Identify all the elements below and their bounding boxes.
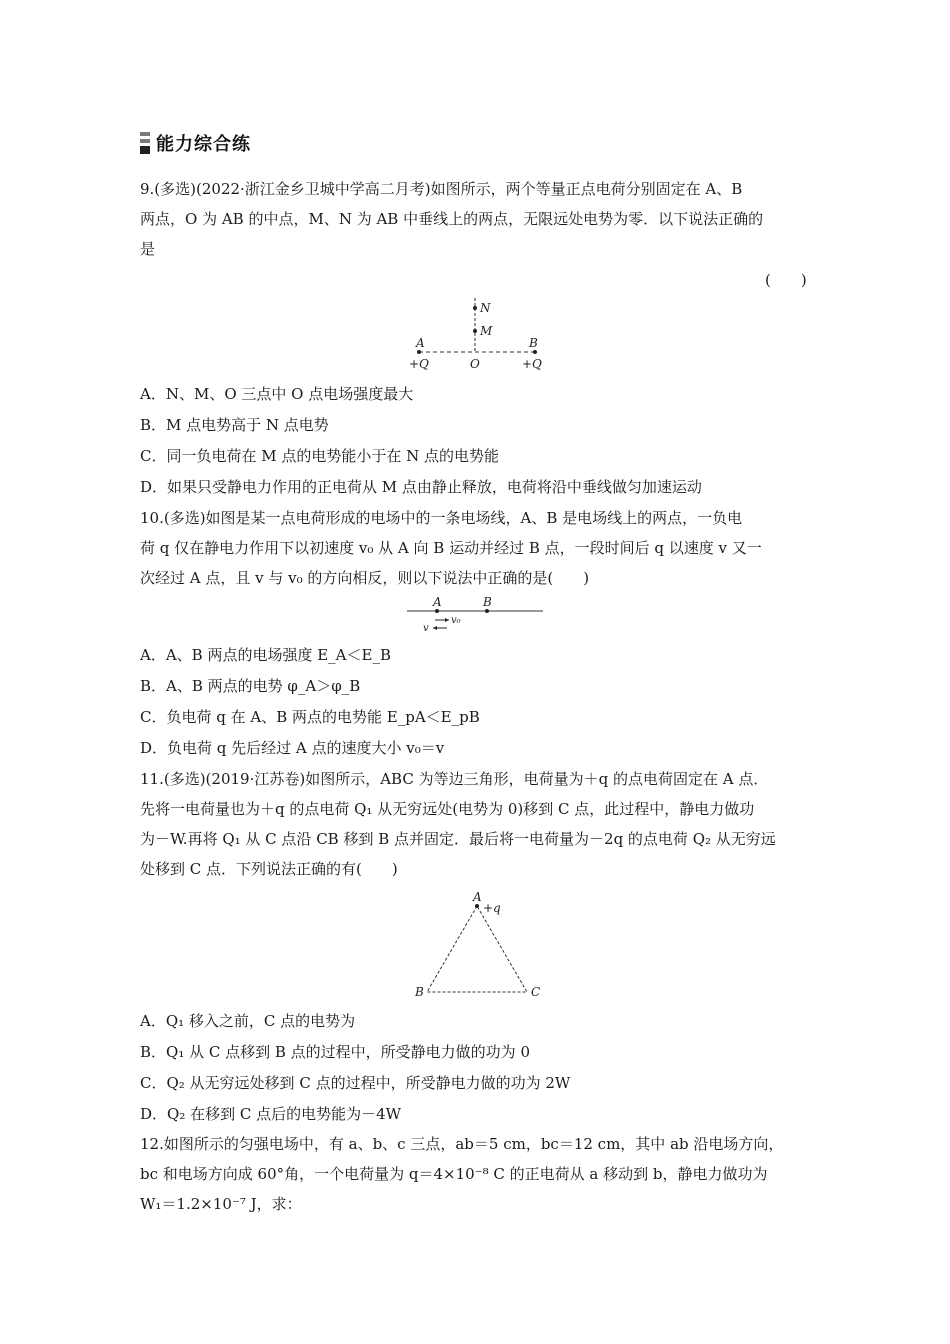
- q10-figure: [405, 594, 545, 636]
- q10-option-b: B．A、B 两点的电势 φ_A＞φ_B: [140, 677, 361, 695]
- q10-point-b: [485, 609, 489, 613]
- q11-text-line-1: 11.(多选)(2019·江苏卷)如图所示，ABC 为等边三角形，电荷量为＋q 的点电荷固定在 A 点．: [140, 770, 769, 788]
- q9-label-b: B: [529, 336, 538, 350]
- q9-option-d: D．如果只受静电力作用的正电荷从 M 点由静止释放，电荷将沿中垂线做匀加速运动: [140, 478, 702, 496]
- q11-figure: [405, 890, 555, 1002]
- q11-label-b: B: [415, 985, 424, 999]
- q10-text-line-1: 10.(多选)如图是某一点电荷形成的电场中的一条电场线，A、B 是电场线上的两点，一负电: [140, 509, 743, 527]
- q11-text-line-3: 为－W.再将 Q₁ 从 C 点沿 CB 移到 B 点并固定．最后将一电荷量为－2q 的点电荷 Q₂ 从无穷远: [140, 830, 776, 848]
- q9-charge-b: +Q: [522, 357, 542, 371]
- q11-option-c: C．Q₂ 从无穷远处移到 C 点的过程中，所受静电力做的功为 2W: [140, 1074, 571, 1092]
- q11-label-c: C: [531, 985, 541, 999]
- q12-text-line-3: W₁＝1.2×10⁻⁷ J，求：: [140, 1195, 302, 1213]
- q9-point-a: [417, 350, 421, 354]
- q9-text-line-1: 9.(多选)(2022·浙江金乡卫城中学高二月考)如图所示，两个等量正点电荷分别固定在 A、B: [140, 180, 743, 198]
- q12-text-line-1: 12.如图所示的匀强电场中，有 a、b、c 三点，ab＝5 cm，bc＝12 cm，其中 ab 沿电场方向，: [140, 1135, 784, 1153]
- section-title: 能力综合练: [156, 134, 251, 155]
- q9-figure: [405, 296, 555, 376]
- q11-label-a: A: [473, 890, 482, 904]
- q12-text-line-2: bc 和电场方向成 60°角，一个电荷量为 q＝4×10⁻⁸ C 的正电荷从 a 移动到 b，静电力做功为: [140, 1165, 768, 1183]
- q10-label-v: v: [423, 623, 429, 634]
- q9-text-line-3: 是: [140, 240, 156, 258]
- q10-point-a: [435, 609, 439, 613]
- q11-triangle: [427, 906, 527, 992]
- q9-answer-paren: ( ): [765, 271, 807, 289]
- q9-label-o: O: [470, 357, 480, 371]
- q10-label-a: A: [433, 595, 442, 609]
- q9-point-m: [473, 329, 477, 333]
- q10-label-v0: v₀: [451, 615, 461, 626]
- q9-option-a: A．N、M、O 三点中 O 点电场强度最大: [140, 385, 414, 403]
- q10-text-line-2: 荷 q 仅在静电力作用下以初速度 v₀ 从 A 向 B 运动并经过 B 点，一段时间后 q 以速度 v 又一: [140, 539, 762, 557]
- q11-text-line-2: 先将一电荷量也为＋q 的点电荷 Q₁ 从无穷远处(电势为 0)移到 C 点，此过程中，静电力做功: [140, 800, 755, 818]
- section-header: [140, 130, 251, 156]
- q9-option-c: C．同一负电荷在 M 点的电势能小于在 N 点的电势能: [140, 447, 500, 465]
- q10-option-c: C．负电荷 q 在 A、B 两点的电势能 E_pA＜E_pB: [140, 708, 480, 726]
- q11-point-a: [475, 904, 479, 908]
- section-marker-icon: [140, 132, 150, 154]
- q9-label-a: A: [416, 336, 425, 350]
- q9-option-b: B．M 点电势高于 N 点电势: [140, 416, 329, 434]
- q10-label-b: B: [483, 595, 492, 609]
- q9-charge-a: +Q: [409, 357, 429, 371]
- q11-option-d: D．Q₂ 在移到 C 点后的电势能为－4W: [140, 1105, 402, 1123]
- q11-option-b: B．Q₁ 从 C 点移到 B 点的过程中，所受静电力做的功为 0: [140, 1043, 530, 1061]
- q9-label-n: N: [480, 301, 491, 315]
- q10-option-d: D．负电荷 q 先后经过 A 点的速度大小 v₀＝v: [140, 739, 445, 757]
- q11-option-a: A．Q₁ 移入之前，C 点的电势为: [140, 1012, 356, 1030]
- q9-label-m: M: [480, 324, 493, 338]
- q10-option-a: A．A、B 两点的电场强度 E_A＜E_B: [140, 646, 391, 664]
- q10-text-line-3: 次经过 A 点，且 v 与 v₀ 的方向相反，则以下说法中正确的是( ): [140, 569, 590, 587]
- q9-point-b: [533, 350, 537, 354]
- q9-point-n: [473, 306, 477, 310]
- q9-text-line-2: 两点，O 为 AB 的中点，M、N 为 AB 中垂线上的两点，无限远处电势为零．以下说法正确的: [140, 210, 764, 228]
- q11-text-line-4: 处移到 C 点．下列说法正确的有( ): [140, 860, 398, 878]
- q11-label-q: +q: [483, 901, 501, 915]
